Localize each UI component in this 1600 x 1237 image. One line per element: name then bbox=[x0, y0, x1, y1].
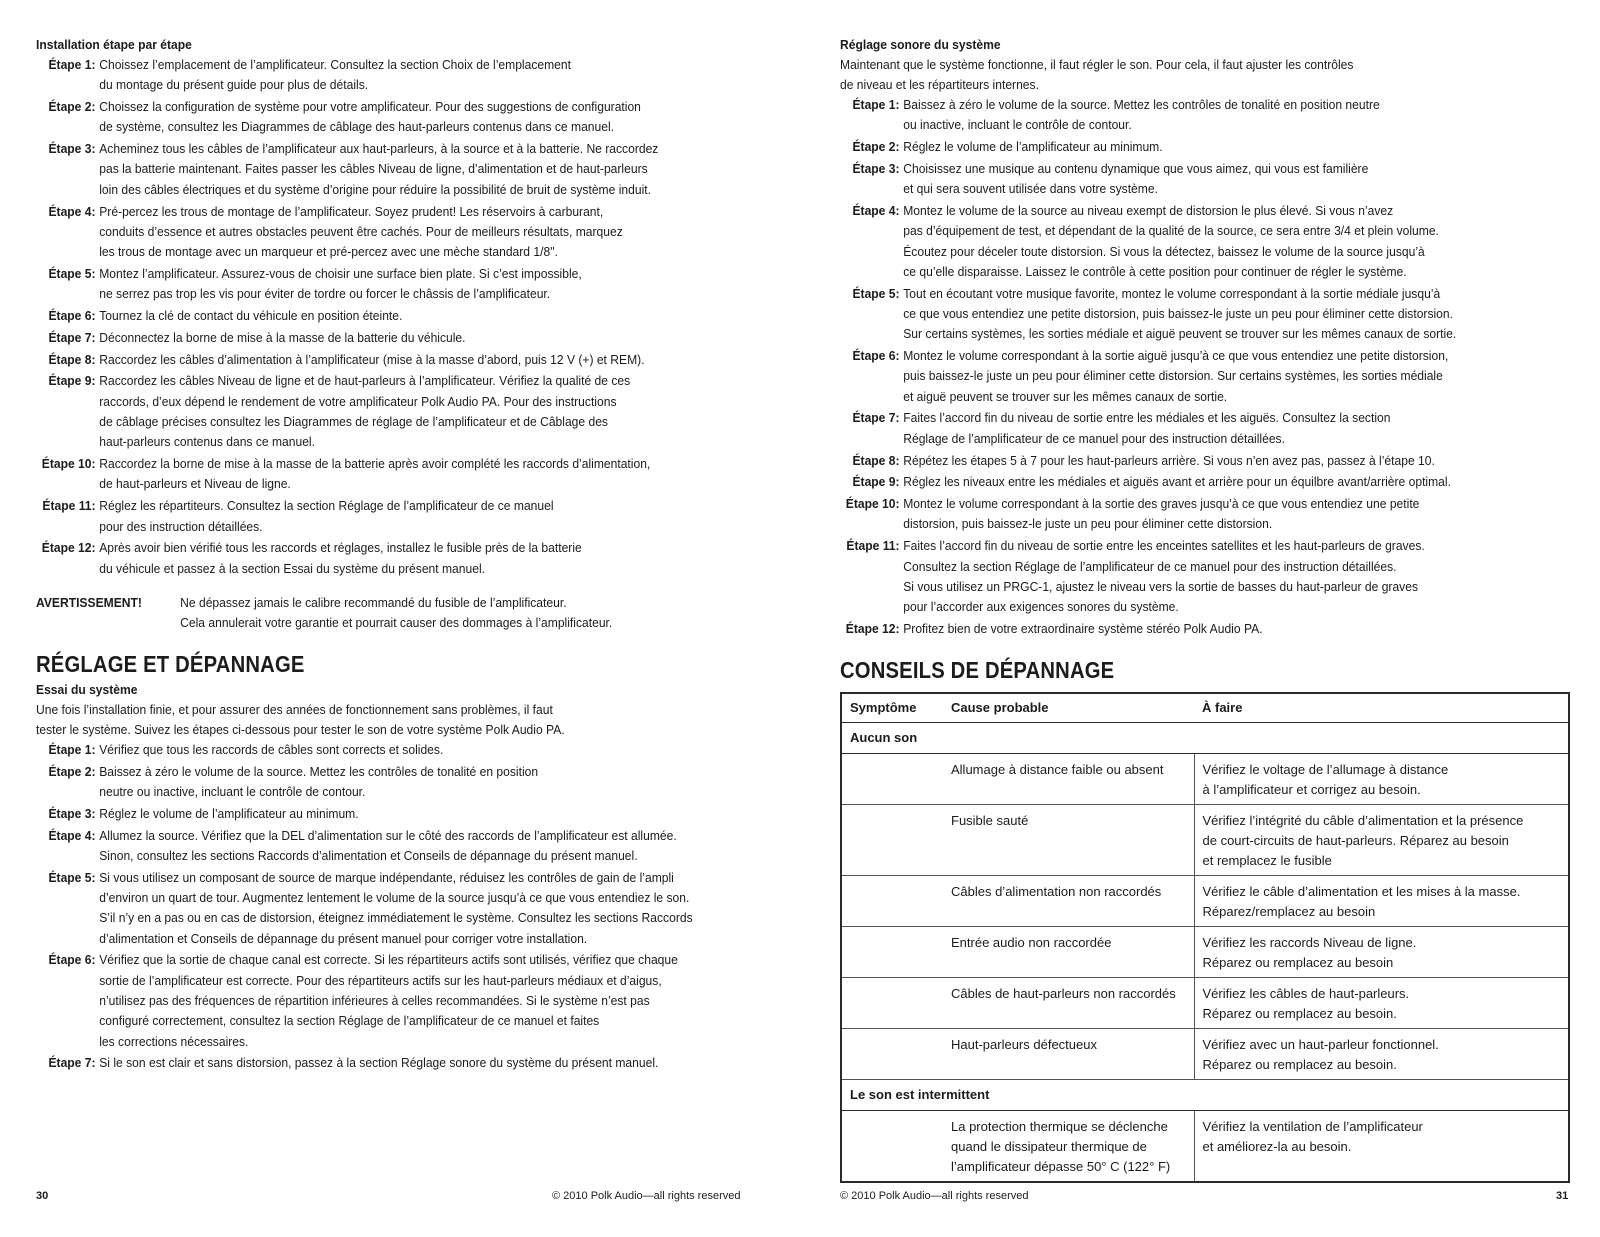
step-item bbox=[36, 454, 706, 495]
test-intro-line: Une fois l’installation finie, et pour assurer des années de fonctionnement sans problèmes, il faut bbox=[36, 701, 553, 717]
page-number-right: 31 bbox=[1556, 1190, 1569, 1202]
step-line: Réglage de l’amplificateur de ce manuel pour des instruction détaillées. bbox=[903, 430, 1285, 446]
step-label: Étape 1: bbox=[48, 57, 96, 72]
empty-cell bbox=[841, 927, 943, 978]
step-line: Si vous utilisez un PRGC-1, ajustez le niveau vers la sortie de basses du haut-parleur de graves bbox=[903, 578, 1419, 594]
step-line: les corrections nécessaires. bbox=[99, 1033, 249, 1049]
step-line: Réglez le volume de l’amplificateur au minimum. bbox=[99, 805, 359, 821]
sound-intro-line: de niveau et les répartiteurs internes. bbox=[840, 77, 1039, 92]
step-label: Étape 9: bbox=[48, 373, 96, 389]
step-item bbox=[36, 762, 706, 803]
step-item bbox=[36, 950, 706, 1051]
step-line: de haut-parleurs et Niveau de ligne. bbox=[99, 476, 291, 492]
step-line: Écoutez pour déceler toute distorsion. Si vous la détectez, baissez le volume de la source jusqu’à bbox=[903, 243, 1425, 259]
step-item bbox=[840, 619, 1519, 639]
fix-line: Vérifiez avec un haut-parleur fonctionnel. bbox=[1202, 1037, 1439, 1053]
table-row bbox=[841, 754, 1569, 805]
step-line: Montez le volume correspondant à la sortie des graves jusqu’à ce que vous entendiez une petite bbox=[903, 496, 1420, 512]
step-label: Étape 4: bbox=[48, 827, 96, 843]
step-text bbox=[99, 538, 705, 579]
step-text bbox=[903, 284, 1519, 345]
table-row bbox=[841, 1111, 1569, 1183]
step-item bbox=[840, 494, 1519, 535]
step-line: n’utilisez pas des fréquences de répartition inférieures à celles recommandées. Si le système n’est pas bbox=[99, 992, 650, 1008]
step-label: Étape 10: bbox=[41, 456, 96, 472]
fix-line: Vérifiez le câble d’alimentation et les mises à la masse. bbox=[1202, 884, 1521, 900]
step-line: pour l’accorder aux exigences sonores du système. bbox=[903, 599, 1179, 615]
step-item bbox=[36, 139, 706, 200]
fix-line: Vérifiez l’intégrité du câble d’alimentation et la présence bbox=[1202, 813, 1524, 829]
step-line: et qui sera souvent utilisée dans votre système. bbox=[903, 181, 1158, 197]
step-line: Tout en écoutant votre musique favorite, montez le volume correspondant à la sortie médiale jusqu’à bbox=[903, 285, 1441, 301]
step-item bbox=[840, 95, 1519, 136]
fix-line: Réparez ou remplacez au besoin bbox=[1202, 955, 1394, 971]
step-line: pas d’équipement de test, et dépendant de la qualité de la source, ce sera entre 3/4 et plein volume. bbox=[903, 223, 1439, 239]
step-line: neutre ou inactive, incluant le contrôle de contour. bbox=[99, 784, 366, 800]
step-label: Étape 6: bbox=[852, 348, 900, 364]
step-line: Baissez à zéro le volume de la source. Mettez les contrôles de tonalité en position neutre bbox=[903, 97, 1380, 112]
step-line: et aiguë peuvent se trouver sur les mêmes canaux de sortie. bbox=[903, 388, 1228, 404]
empty-cell bbox=[841, 876, 943, 927]
cause-line: Haut-parleurs défectueux bbox=[951, 1037, 1097, 1053]
step-line: Après avoir bien vérifié tous les raccords et réglages, installez le fusible près de la batterie bbox=[99, 540, 582, 556]
step-item bbox=[36, 371, 706, 452]
step-line: conduits d’essence et autres obstacles peuvent être cachés. Pour de meilleurs résultats, marquez bbox=[99, 223, 623, 239]
step-line: Vérifiez que tous les raccords de câbles sont corrects et solides. bbox=[99, 741, 444, 757]
empty-cell bbox=[841, 754, 943, 805]
step-label: Étape 2: bbox=[48, 763, 96, 779]
step-line: Montez l’amplificateur. Assurez-vous de choisir une surface bien plate. Si c’est impossible, bbox=[99, 265, 582, 281]
cause-line: l’amplificateur dépasse 50° C (122° F) bbox=[951, 1159, 1171, 1175]
step-item bbox=[840, 284, 1519, 345]
sound-heading: Réglage sonore du système bbox=[840, 37, 1001, 52]
step-label: Étape 9: bbox=[852, 474, 900, 490]
step-line: loin des câbles électriques et du système d’origine pour réduire la possibilité de bruit de système induit. bbox=[99, 181, 651, 197]
cause-cell bbox=[943, 1111, 1194, 1183]
step-text bbox=[99, 762, 705, 803]
table-row bbox=[841, 1029, 1569, 1080]
step-line: du véhicule et passez à la section Essai du système du présent manuel. bbox=[99, 560, 486, 576]
step-item bbox=[36, 97, 706, 138]
step-label: Étape 6: bbox=[48, 308, 96, 324]
step-item bbox=[36, 306, 706, 326]
step-text bbox=[903, 451, 1519, 471]
step-line: Faites l’accord fin du niveau de sortie entre les médiales et les aiguës. Consultez la section bbox=[903, 410, 1391, 426]
page-number-left: 30 bbox=[36, 1190, 49, 1202]
step-line: Profitez bien de votre extraordinaire système stéréo Polk Audio PA. bbox=[903, 620, 1263, 636]
step-line: S’il n’y en a pas ou en cas de distorsion, éteignez immédiatement le système. Consultez les sections Raccords bbox=[99, 910, 693, 926]
step-line: ou inactive, incluant le contrôle de contour. bbox=[903, 117, 1132, 133]
step-text bbox=[99, 264, 705, 305]
step-text bbox=[99, 371, 705, 452]
step-line: Raccordez les câbles d’alimentation à l’amplificateur (mise à la masse d’abord, puis 12 V (+) et REM). bbox=[99, 351, 645, 367]
fix-line: Vérifiez le voltage de l’allumage à distance bbox=[1202, 762, 1449, 778]
step-label: Étape 4: bbox=[48, 203, 96, 219]
step-item bbox=[36, 350, 706, 370]
step-text bbox=[903, 472, 1519, 492]
step-line: Vérifiez que la sortie de chaque canal est correcte. Si les répartiteurs actifs sont utilisés, vérifiez que chaque bbox=[99, 952, 678, 968]
step-line: Allumez la source. Vérifiez que la DEL d’alimentation sur le côté des raccords de l’amplificateur est allumée. bbox=[99, 827, 677, 843]
fix-line: Réparez ou remplacez au besoin. bbox=[1202, 1057, 1397, 1073]
step-text bbox=[903, 408, 1519, 449]
step-text bbox=[99, 55, 705, 96]
step-line: Baissez à zéro le volume de la source. Mettez les contrôles de tonalité en position bbox=[99, 763, 539, 779]
cause-cell bbox=[943, 805, 1194, 876]
fix-cell bbox=[1194, 1029, 1569, 1080]
step-item bbox=[840, 201, 1519, 282]
step-text bbox=[903, 159, 1519, 200]
step-line: ce qu’elle disparaisse. Laissez le contrôle à cette position pour continuer de régler le système. bbox=[903, 263, 1407, 279]
step-line: Sur certains systèmes, les sorties médiale et aiguë peuvent se trouver sur les mêmes canaux de sortie. bbox=[903, 326, 1457, 342]
step-line: Réglez le volume de l’amplificateur au minimum. bbox=[903, 139, 1163, 155]
empty-cell bbox=[841, 978, 943, 1029]
step-item bbox=[36, 868, 706, 949]
step-text bbox=[903, 137, 1519, 157]
install-heading: Installation étape par étape bbox=[36, 37, 192, 52]
cause-line: La protection thermique se déclenche bbox=[951, 1119, 1168, 1135]
step-line: Faites l’accord fin du niveau de sortie entre les enceintes satellites et les haut-parleurs de graves. bbox=[903, 538, 1425, 554]
step-line: Montez le volume de la source au niveau exempt de distorsion le plus élevé. Si vous n’avez bbox=[903, 202, 1394, 218]
step-line: sortie de l’amplificateur est correcte. Pour des répartiteurs actifs sur les haut-parleurs médiaux et d’aigus, bbox=[99, 972, 662, 988]
step-line: Pré-percez les trous de montage de l’amplificateur. Soyez prudent! Les réservoirs à carburant, bbox=[99, 203, 604, 219]
step-line: Sinon, consultez les sections Raccords d’alimentation et Conseils de dépannage du présent manuel. bbox=[99, 847, 638, 863]
install-steps bbox=[36, 55, 756, 579]
fix-line: Vérifiez la ventilation de l’amplificateur bbox=[1202, 1119, 1423, 1135]
step-line: Réglez les niveaux entre les médiales et aiguës avant et arrière pour un équilbre avant/arrière optimal. bbox=[903, 474, 1451, 490]
step-label: Étape 3: bbox=[48, 141, 96, 157]
step-line: pas la batterie maintenant. Faites passer les câbles Niveau de ligne, d’alimentation et de haut-parleurs bbox=[99, 161, 648, 177]
symptom-row bbox=[841, 723, 1569, 754]
symptom-label: Le son est intermittent bbox=[841, 1080, 1569, 1111]
cause-line: Câbles de haut-parleurs non raccordés bbox=[951, 986, 1176, 1002]
fix-line: Réparez ou remplacez au besoin. bbox=[1202, 1006, 1397, 1022]
step-item bbox=[840, 536, 1519, 617]
table-row bbox=[841, 978, 1569, 1029]
step-item bbox=[840, 472, 1519, 492]
table-header-row bbox=[841, 693, 1569, 723]
step-item bbox=[36, 202, 706, 263]
step-line: ne serrez pas trop les vis pour éviter de tordre ou forcer le châssis de l’amplificateur. bbox=[99, 286, 551, 302]
step-label: Étape 8: bbox=[48, 351, 96, 367]
copyright-left: © 2010 Polk Audio—all rights reserved bbox=[552, 1190, 741, 1202]
cause-cell bbox=[943, 978, 1194, 1029]
step-text bbox=[99, 496, 705, 537]
troubleshooting-table bbox=[840, 692, 1570, 1183]
section-title-reglage: RÉGLAGE ET DÉPANNAGE bbox=[36, 650, 305, 677]
step-text bbox=[99, 950, 705, 1051]
step-text bbox=[99, 454, 705, 495]
warning-line: Cela annulerait votre garantie et pourrait causer des dommages à l’amplificateur. bbox=[180, 614, 613, 630]
cause-line: Entrée audio non raccordée bbox=[951, 935, 1112, 951]
step-item bbox=[36, 496, 706, 537]
step-text bbox=[99, 350, 705, 370]
step-line: d’environ un quart de tour. Augmentez lentement le volume de la source jusqu’à ce que vous entendiez le son. bbox=[99, 890, 690, 905]
step-line: de système, consultez les Diagrammes de câblage des haut-parleurs contenus dans ce manuel. bbox=[99, 119, 615, 135]
step-item bbox=[840, 159, 1519, 200]
step-line: Choissez la configuration de système pour votre amplificateur. Pour des suggestions de configuration bbox=[99, 99, 641, 115]
step-text bbox=[99, 139, 705, 200]
step-text bbox=[99, 202, 705, 263]
step-item bbox=[840, 346, 1519, 407]
fix-line: Réparez/remplacez au besoin bbox=[1202, 904, 1376, 920]
fix-line: et remplacez le fusible bbox=[1202, 853, 1332, 869]
fix-cell bbox=[1194, 927, 1569, 978]
fix-cell bbox=[1194, 876, 1569, 927]
table-row bbox=[841, 927, 1569, 978]
step-text bbox=[99, 826, 705, 867]
step-line: de câblage précises consultez les Diagrammes de réglage de l’amplificateur et de Câblage des bbox=[99, 414, 608, 430]
step-line: Répétez les étapes 5 à 7 pour les haut-parleurs arrière. Si vous n’en avez pas, passez à l’étape 10. bbox=[903, 452, 1435, 468]
test-intro-line: tester le système. Suivez les étapes ci-dessous pour tester le son de votre système Polk Audio PA. bbox=[36, 721, 565, 737]
table-row bbox=[841, 876, 1569, 927]
fix-line: Vérifiez les raccords Niveau de ligne. bbox=[1202, 935, 1417, 951]
fix-cell bbox=[1194, 754, 1569, 805]
header-fix: À faire bbox=[1194, 693, 1569, 723]
fix-cell bbox=[1194, 805, 1569, 876]
step-text bbox=[99, 804, 705, 824]
step-text bbox=[903, 536, 1519, 617]
warning-text bbox=[180, 593, 612, 633]
step-line: Déconnectez la borne de mise à la masse de la batterie du véhicule. bbox=[99, 329, 466, 345]
step-label: Étape 3: bbox=[852, 160, 900, 176]
step-item bbox=[36, 1053, 706, 1073]
step-line: Acheminez tous les câbles de l’amplificateur aux haut-parleurs, à la source et à la batterie. Ne raccordez bbox=[99, 141, 659, 157]
step-item bbox=[840, 408, 1519, 449]
cause-line: Fusible sauté bbox=[951, 813, 1029, 829]
step-label: Étape 10: bbox=[845, 496, 900, 512]
step-line: du montage du présent guide pour plus de détails. bbox=[99, 77, 369, 93]
step-item bbox=[36, 264, 706, 305]
step-item bbox=[840, 137, 1519, 157]
fix-line: Vérifiez les câbles de haut-parleurs. bbox=[1202, 986, 1410, 1002]
header-symptom: Symptôme bbox=[841, 693, 943, 723]
step-line: Réglez les répartiteurs. Consultez la section Réglage de l’amplificateur de ce manuel bbox=[99, 498, 554, 514]
fix-cell bbox=[1194, 1111, 1569, 1183]
step-item bbox=[36, 740, 706, 760]
step-label: Étape 7: bbox=[852, 410, 900, 426]
step-label: Étape 2: bbox=[852, 139, 900, 155]
step-line: Si vous utilisez un composant de source de marque indépendante, réduisez les contrôles de gain de l’ampli bbox=[99, 869, 674, 885]
step-label: Étape 5: bbox=[852, 285, 900, 301]
fix-line: de court-circuits de haut-parleurs. Réparez au besoin bbox=[1202, 833, 1509, 849]
step-line: Tournez la clé de contact du véhicule en position éteinte. bbox=[99, 308, 403, 324]
step-label: Étape 12: bbox=[845, 620, 900, 636]
step-line: Si le son est clair et sans distorsion, passez à la section Réglage sonore du système du présent manuel. bbox=[99, 1055, 659, 1071]
step-label: Étape 2: bbox=[48, 99, 96, 115]
step-item bbox=[36, 826, 706, 867]
step-label: Étape 5: bbox=[48, 265, 96, 281]
step-line: pour des instruction détaillées. bbox=[99, 518, 263, 534]
empty-cell bbox=[841, 1029, 943, 1080]
step-label: Étape 7: bbox=[48, 329, 96, 345]
step-text bbox=[903, 346, 1519, 407]
fix-cell bbox=[1194, 978, 1569, 1029]
step-text bbox=[99, 328, 705, 348]
step-label: Étape 4: bbox=[852, 202, 900, 218]
step-label: Étape 7: bbox=[48, 1055, 96, 1071]
section-title-conseils: CONSEILS DE DÉPANNAGE bbox=[840, 657, 1115, 684]
copyright-right: © 2010 Polk Audio—all rights reserved bbox=[840, 1190, 1029, 1202]
sound-intro-line: Maintenant que le système fonctionne, il faut régler le son. Pour cela, il faut ajuster les contrôles bbox=[840, 57, 1354, 72]
header-cause: Cause probable bbox=[943, 693, 1194, 723]
right-page bbox=[840, 34, 1570, 1183]
left-page bbox=[36, 34, 756, 1075]
step-label: Étape 12: bbox=[41, 540, 96, 556]
step-text bbox=[903, 619, 1519, 639]
test-heading: Essai du système bbox=[36, 681, 138, 697]
empty-cell bbox=[841, 805, 943, 876]
step-label: Étape 11: bbox=[42, 498, 96, 514]
cause-cell bbox=[943, 927, 1194, 978]
step-text bbox=[903, 95, 1519, 136]
cause-cell bbox=[943, 754, 1194, 805]
cause-line: Allumage à distance faible ou absent bbox=[951, 762, 1164, 778]
warning-block bbox=[36, 593, 706, 633]
step-item bbox=[840, 451, 1519, 471]
cause-line: Câbles d’alimentation non raccordés bbox=[951, 884, 1162, 900]
step-line: puis baissez-le juste un peu pour éliminer cette distorsion. Sur certains systèmes, les sorties médiale bbox=[903, 368, 1443, 384]
cause-line: quand le dissipateur thermique de bbox=[951, 1139, 1147, 1155]
cause-cell bbox=[943, 876, 1194, 927]
test-steps bbox=[36, 740, 756, 1074]
step-text bbox=[903, 494, 1519, 535]
step-line: Choissez l’emplacement de l’amplificateur. Consultez la section Choix de l’emplacement bbox=[99, 57, 571, 72]
step-line: les trous de montage avec un marqueur et pré-percez avec une mèche standard 1/8". bbox=[99, 244, 558, 260]
step-text bbox=[99, 868, 705, 949]
step-line: Raccordez les câbles Niveau de ligne et de haut-parleurs à l’amplificateur. Vérifiez la qualité de ces bbox=[99, 373, 631, 389]
step-item bbox=[36, 538, 706, 579]
empty-cell bbox=[841, 1111, 943, 1183]
step-line: Choisissez une musique au contenu dynamique que vous aimez, qui vous est familière bbox=[903, 160, 1369, 176]
cause-cell bbox=[943, 1029, 1194, 1080]
step-line: d’alimentation et Conseils de dépannage du présent manuel pour corriger votre installation. bbox=[99, 930, 588, 946]
step-label: Étape 1: bbox=[48, 741, 96, 757]
step-line: ce que vous entendiez une petite distorsion, puis baissez-le juste un peu pour éliminer cette distorsion. bbox=[903, 305, 1454, 321]
step-item bbox=[36, 804, 706, 824]
step-line: Raccordez la borne de mise à la masse de la batterie après avoir complété les raccords d’alimentation, bbox=[99, 456, 651, 472]
sound-steps bbox=[840, 95, 1570, 639]
fix-line: et améliorez-la au besoin. bbox=[1202, 1139, 1352, 1155]
step-line: Montez le volume correspondant à la sortie aiguë jusqu’à ce que vous entendiez une petite distorsion, bbox=[903, 348, 1449, 364]
step-text bbox=[99, 306, 705, 326]
symptom-label: Aucun son bbox=[841, 723, 1569, 754]
step-label: Étape 6: bbox=[48, 952, 96, 968]
step-text bbox=[903, 201, 1519, 282]
step-line: haut-parleurs contenus dans ce manuel. bbox=[99, 434, 315, 450]
step-label: Étape 1: bbox=[852, 97, 900, 112]
symptom-row bbox=[841, 1080, 1569, 1111]
fix-line: à l’amplificateur et corrigez au besoin. bbox=[1202, 782, 1421, 798]
step-item bbox=[36, 328, 706, 348]
step-label: Étape 8: bbox=[852, 452, 900, 468]
table-row bbox=[841, 805, 1569, 876]
step-label: Étape 11: bbox=[846, 538, 900, 554]
step-text bbox=[99, 740, 705, 760]
warning-line: Ne dépassez jamais le calibre recommandé du fusible de l’amplificateur. bbox=[180, 594, 567, 610]
warning-label: AVERTISSEMENT! bbox=[36, 594, 142, 610]
step-text bbox=[99, 1053, 705, 1073]
step-line: raccords, d’eux dépend le rendement de votre amplificateur Polk Audio PA. Pour des instructions bbox=[99, 393, 617, 409]
step-line: Consultez la section Réglage de l’amplificateur de ce manuel pour des instruction détaillées. bbox=[903, 558, 1397, 574]
step-text bbox=[99, 97, 705, 138]
step-label: Étape 5: bbox=[48, 869, 96, 885]
step-label: Étape 3: bbox=[48, 805, 96, 821]
step-item bbox=[36, 55, 706, 96]
step-line: distorsion, puis baissez-le juste un peu pour éliminer cette distorsion. bbox=[903, 516, 1273, 532]
step-line: configuré correctement, consultez la section Réglage de l’amplificateur de ce manuel et faites bbox=[99, 1013, 600, 1029]
